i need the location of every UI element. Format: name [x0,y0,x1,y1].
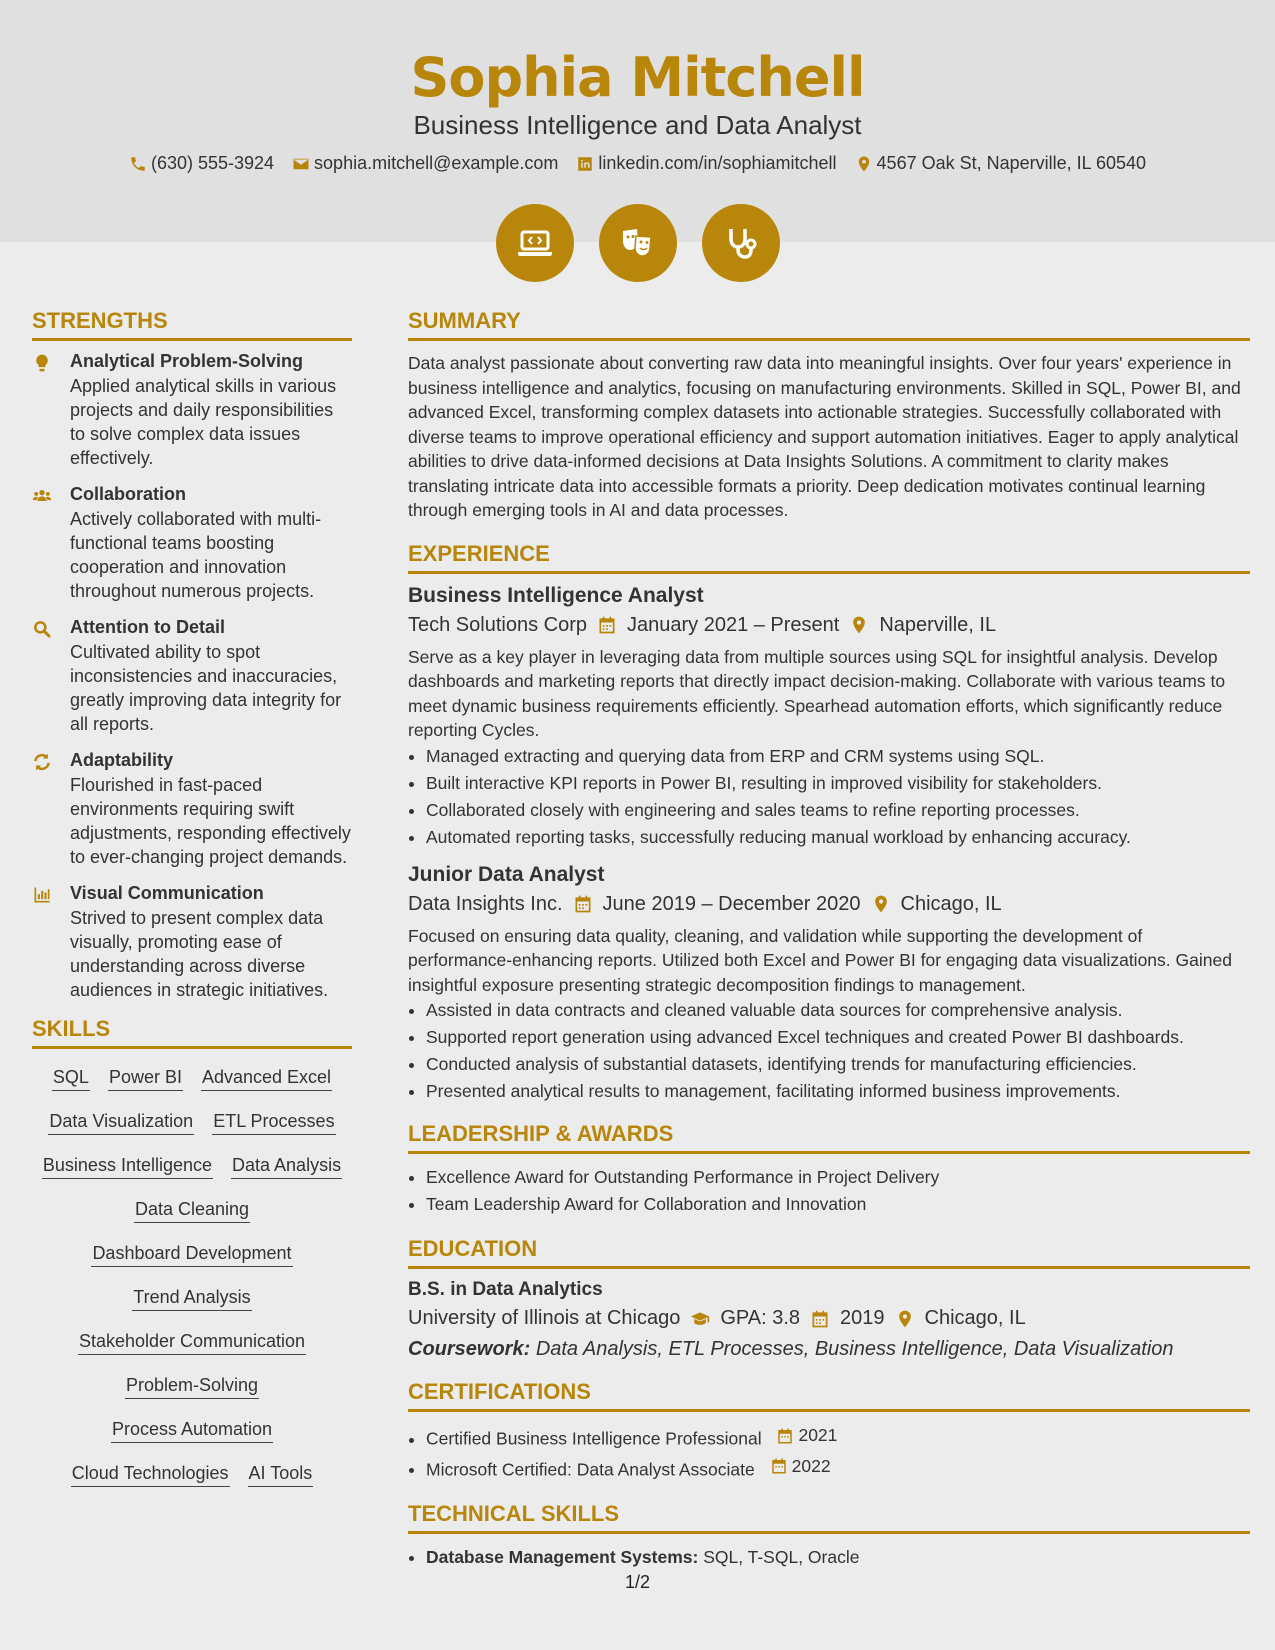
strength-name: Attention to Detail [70,617,225,637]
strength-desc: Flourished in fast-paced environments requiring swift adjustments, responding effectively to ever-changing project demands. [70,775,351,867]
job-bullets [408,997,1250,1105]
technical-skill-label: Database Management Systems: [426,1547,699,1567]
chart-bar-icon [32,885,52,905]
job-entry [408,863,1250,1106]
strength-name: Collaboration [70,484,186,504]
job-bullet: • Presented analytical results to management, facilitating informed business improvements. [426,1078,1250,1105]
coursework-list: Data Analysis, ETL Processes, Business Intelligence, Data Visualization [535,1338,1174,1360]
job-location: Chicago, IL [900,892,1002,915]
technical-skills-list [408,1544,1250,1571]
job-dates: June 2019 – December 2020 [602,892,861,915]
users-icon [32,486,52,506]
stethoscope-icon [721,223,761,263]
skills-heading: SKILLS [32,1016,352,1049]
gpa-text: GPA: 3.8 [720,1307,801,1329]
contact-bar [0,153,1275,174]
job-entry [408,584,1250,851]
stethoscope-badge [702,204,780,282]
school-name: University of Illinois at Chicago [408,1307,681,1329]
phone-text: (630) 555-3924 [150,153,275,173]
certification-name: Microsoft Certified: Data Analyst Associate [426,1459,755,1479]
interest-badges [0,204,1275,282]
calendar-icon [597,615,617,635]
right-column [408,308,1250,1583]
skill-tag: SQL [52,1061,90,1091]
contact-linkedin[interactable] [576,153,836,174]
candidate-name: Sophia Mitchell [410,46,865,109]
contact-address [855,153,1147,174]
calendar-icon [573,894,593,914]
certifications-list [408,1422,1250,1483]
certifications-heading: CERTIFICATIONS [408,1379,1250,1412]
strength-desc: Applied analytical skills in various projects and daily responsibilities to solve complex data issues effectively. [70,376,337,468]
contact-phone[interactable] [129,153,274,174]
job-bullet: • Assisted in data contracts and cleaned valuable data sources for comprehensive analysis. [426,997,1250,1024]
job-description: Focused on ensuring data quality, cleaning, and validation while supporting the development of performance-enhancing reports. Utilized both Excel and Power BI for engaging data visualizations. Gained insightful exposure presenting strategic decomposition findings to management. [408,925,1232,995]
job-location: Naperville, IL [879,613,997,636]
experience-heading: EXPERIENCE [408,541,1250,574]
candidate-title: Business Intelligence and Data Analyst [413,110,862,140]
summary-heading: SUMMARY [408,308,1250,341]
theater-masks-badge [599,204,677,282]
certification-item [426,1453,1250,1484]
coursework [408,1338,1250,1361]
strength-item [32,484,352,603]
leadership-heading: LEADERSHIP & AWARDS [408,1121,1250,1154]
strength-item [32,351,352,470]
laptop-code-badge [496,204,574,282]
map-marker-icon [849,615,869,635]
job-company: Data Insights Inc. [408,892,563,915]
contact-email[interactable] [292,153,558,174]
job-bullet: • Built interactive KPI reports in Power BI, resulting in improved visibility for stakeholders. [426,770,1250,797]
job-bullet: • Supported report generation using advanced Excel techniques and created Power BI dashboards. [426,1024,1250,1051]
strength-item [32,883,352,1002]
technical-skill-value: SQL, T-SQL, Oracle [703,1547,860,1567]
technical-skills-heading: TECHNICAL SKILLS [408,1501,1250,1534]
strength-item [32,617,352,736]
address-text: 4567 Oak St, Naperville, IL 60540 [876,153,1147,173]
job-bullet: • Collaborated closely with engineering and sales teams to refine reporting processes. [426,797,1250,824]
theater-masks-icon [618,223,658,263]
skill-tag: Stakeholder Communication [78,1325,306,1355]
certification-year: 2021 [798,1425,838,1445]
strengths-list [32,351,352,1002]
summary-text: Data analyst passionate about converting raw data into meaningful insights. Over four years' experience in business intelligence and analytics, focusing on manufacturing environments. Skilled in SQL, Power BI, and advanced Excel, transforming complex datasets into actionable strategies. Successfully collaborated with diverse teams to improve operational efficiency and support automation initiatives. Eager to apply analytical abilities to drive data-informed decisions at Data Insights Solutions. A commitment to clarity makes translating intricate data into accessible formats a priority. Deep dedication motivates continual learning through emerging tools in AI and data processes. [408,353,1241,520]
strength-desc: Actively collaborated with multi-functional teams boosting cooperation and innovation throughout numerous projects. [70,509,322,601]
education-heading: EDUCATION [408,1236,1250,1269]
left-column [32,308,352,1503]
skill-tag: Trend Analysis [132,1281,251,1311]
skill-tag: Advanced Excel [201,1061,332,1091]
job-bullet: • Conducted analysis of substantial datasets, identifying trends for manufacturing efficiencies. [426,1051,1250,1078]
sync-icon [32,752,52,772]
lightbulb-icon [32,353,52,373]
certification-item [426,1422,1250,1453]
strength-name: Visual Communication [70,883,264,903]
search-icon [32,619,52,639]
job-bullets [408,743,1250,851]
page-number: 1/2 [624,1572,651,1592]
map-marker-icon [871,894,891,914]
job-meta [408,614,1250,637]
job-title: Junior Data Analyst [408,862,605,886]
job-dates: January 2021 – Present [626,613,840,636]
skill-tag: Dashboard Development [91,1237,292,1267]
linkedin-text: linkedin.com/in/sophiamitchell [598,153,837,173]
skill-tag: Data Cleaning [134,1193,250,1223]
calendar-icon [810,1309,830,1329]
graduation-cap-icon [690,1309,710,1329]
skill-tag: ETL Processes [212,1105,335,1135]
skill-tag: Problem-Solving [125,1369,259,1399]
awards-list [408,1164,1250,1218]
envelope-icon [292,155,310,173]
skill-tag: Data Analysis [231,1149,342,1179]
job-company: Tech Solutions Corp [408,613,587,636]
graduation-year: 2019 [840,1307,885,1329]
degree-name: B.S. in Data Analytics [408,1279,603,1300]
skill-tag: AI Tools [248,1457,314,1487]
laptop-code-icon [515,223,555,263]
job-title: Business Intelligence Analyst [408,583,704,607]
skills-list [32,1059,352,1503]
education-meta [408,1307,1250,1330]
skill-tag: Cloud Technologies [71,1457,230,1487]
map-marker-icon [855,155,873,173]
award-item: • Excellence Award for Outstanding Performance in Project Delivery [426,1164,1250,1191]
job-description: Serve as a key player in leveraging data from multiple sources using SQL for insightful analysis. Develop dashboards and marketing reports that directly impact decision-making. Collaborate with various teams to meet dynamic business requirements efficiently. Spearhead automation efforts, which significantly reduce reporting Cycles. [408,646,1226,740]
strength-desc: Cultivated ability to spot inconsistencies and inaccuracies, greatly improving data integrity for all reports. [70,642,342,734]
skill-tag: Data Visualization [48,1105,194,1135]
job-bullet: • Managed extracting and querying data from ERP and CRM systems using SQL. [426,743,1250,770]
phone-icon [129,155,147,173]
calendar-icon [776,1427,794,1445]
job-bullet: • Automated reporting tasks, successfully reducing manual workload by enhancing accuracy. [426,824,1250,851]
skill-tag: Power BI [108,1061,183,1091]
award-item: • Team Leadership Award for Collaboration and Innovation [426,1191,1250,1218]
strengths-heading: STRENGTHS [32,308,352,341]
email-text: sophia.mitchell@example.com [314,153,559,173]
certification-year: 2022 [791,1455,831,1476]
map-marker-icon [895,1309,915,1329]
skill-tag: Business Intelligence [42,1149,213,1179]
skill-tag: Process Automation [111,1413,273,1443]
coursework-label: Coursework: [408,1338,531,1360]
strength-item [32,750,352,869]
strength-name: Adaptability [70,750,174,770]
job-meta [408,893,1250,916]
linkedin-icon [576,155,594,173]
strength-desc: Strived to present complex data visually, promoting ease of understanding across diverse audiences in strategic initiatives. [70,908,329,1000]
strength-name: Analytical Problem-Solving [70,351,304,371]
school-location: Chicago, IL [924,1307,1026,1329]
calendar-icon [770,1457,788,1475]
certification-name: Certified Business Intelligence Professional [426,1428,762,1449]
technical-skill-item [426,1544,1250,1571]
